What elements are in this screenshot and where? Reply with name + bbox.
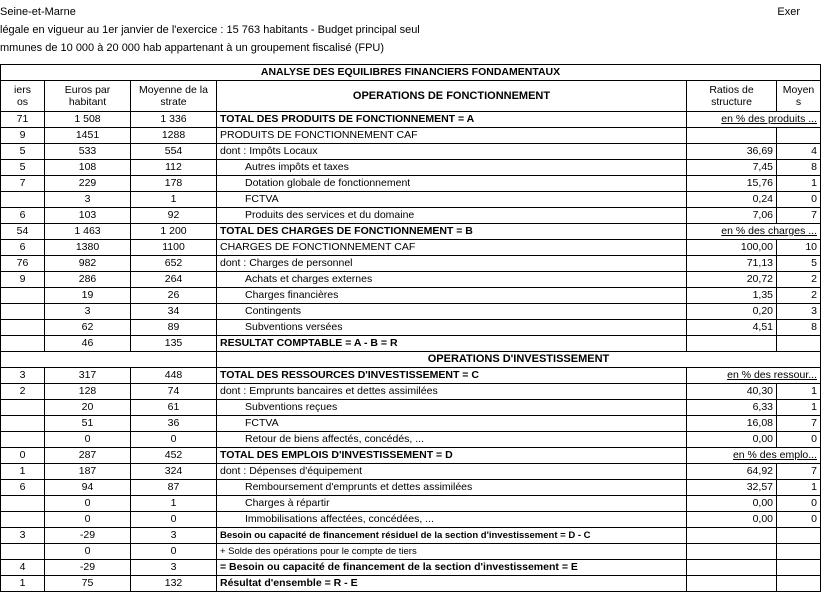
cell-col1 [1, 304, 45, 320]
cell-euros-par-habitant: 0 [45, 512, 131, 528]
cell-euros-par-habitant: 286 [45, 272, 131, 288]
cell-ratio: 15,76 [687, 176, 777, 192]
cell-moyenne: 5 [777, 256, 821, 272]
cell-moyenne: 3 [777, 304, 821, 320]
cell-col1: 1 [1, 464, 45, 480]
cell-ratio [687, 128, 777, 144]
cell-ratio [687, 576, 777, 592]
cell-moyenne-strate: 652 [131, 256, 217, 272]
cell-operation-label: TOTAL DES RESSOURCES D'INVESTISSEMENT = C [217, 368, 687, 384]
cell-operation-label: Dotation globale de fonctionnement [217, 176, 687, 192]
population-line: légale en vigueur au 1er janvier de l'exercice : 15 763 habitants - Budget principal seul [0, 24, 420, 36]
cell-moyenne: 7 [777, 416, 821, 432]
cell-ratio: 0,00 [687, 432, 777, 448]
table-row [1, 288, 821, 304]
cell-col1: 6 [1, 208, 45, 224]
cell-col1 [1, 192, 45, 208]
cell-operation-label: dont : Dépenses d'équipement [217, 464, 687, 480]
cell-operation-label: Charges financières [217, 288, 687, 304]
cell-col1: 5 [1, 160, 45, 176]
table-row [1, 128, 821, 144]
cell-moyenne: 0 [777, 192, 821, 208]
cell-col1: 6 [1, 240, 45, 256]
section-title: OPERATIONS D'INVESTISSEMENT [217, 352, 821, 368]
page-header [0, 0, 800, 62]
cell-moyenne: 0 [777, 496, 821, 512]
column-header-moyenne: Moyen s [777, 81, 821, 112]
cell-moyenne-strate: 74 [131, 384, 217, 400]
cell-euros-par-habitant: 0 [45, 432, 131, 448]
cell-euros-par-habitant: 46 [45, 336, 131, 352]
cell-col1 [1, 320, 45, 336]
cell-operation-label: FCTVA [217, 192, 687, 208]
table-row [1, 448, 821, 464]
cell-operation-label: TOTAL DES PRODUITS DE FONCTIONNEMENT = A [217, 112, 687, 128]
cell-moyenne-strate: 324 [131, 464, 217, 480]
cell-euros-par-habitant: 75 [45, 576, 131, 592]
table-row [1, 432, 821, 448]
cell-ratio-unit: en % des produits ... [687, 112, 821, 128]
table-row [1, 512, 821, 528]
cell-col1: 71 [1, 112, 45, 128]
cell-ratio: 20,72 [687, 272, 777, 288]
cell-euros-par-habitant: 108 [45, 160, 131, 176]
cell-moyenne-strate: 1100 [131, 240, 217, 256]
cell-col1: 0 [1, 448, 45, 464]
table-row [1, 544, 821, 560]
cell-col1: 5 [1, 144, 45, 160]
cell-euros-par-habitant: -29 [45, 560, 131, 576]
cell-moyenne: 8 [777, 320, 821, 336]
cell-euros-par-habitant: 187 [45, 464, 131, 480]
strata-line: mmunes de 10 000 à 20 000 hab appartenant à un groupement fiscalisé (FPU) [0, 42, 385, 54]
cell-euros-par-habitant: 103 [45, 208, 131, 224]
table-row [1, 144, 821, 160]
cell-euros-par-habitant: 128 [45, 384, 131, 400]
table-row [1, 528, 821, 544]
table-row [1, 416, 821, 432]
section-empty [1, 352, 217, 368]
cell-operation-label: CHARGES DE FONCTIONNEMENT CAF [217, 240, 687, 256]
cell-moyenne-strate: 112 [131, 160, 217, 176]
cell-col1 [1, 400, 45, 416]
cell-moyenne-strate: 264 [131, 272, 217, 288]
cell-ratio: 6,33 [687, 400, 777, 416]
cell-col1: 2 [1, 384, 45, 400]
cell-ratio: 40,30 [687, 384, 777, 400]
cell-euros-par-habitant: 1380 [45, 240, 131, 256]
table-row [1, 400, 821, 416]
cell-moyenne: 8 [777, 160, 821, 176]
table-row [1, 256, 821, 272]
cell-moyenne-strate: 1288 [131, 128, 217, 144]
column-header-moyenne-strate: Moyenne de la strate [131, 81, 217, 112]
cell-col1: 1 [1, 576, 45, 592]
cell-euros-par-habitant: 20 [45, 400, 131, 416]
cell-moyenne-strate: 0 [131, 512, 217, 528]
table-row [1, 320, 821, 336]
cell-operation-label: dont : Emprunts bancaires et dettes assimilées [217, 384, 687, 400]
cell-moyenne-strate: 132 [131, 576, 217, 592]
cell-ratio [687, 528, 777, 544]
cell-euros-par-habitant: 1451 [45, 128, 131, 144]
cell-moyenne-strate: 3 [131, 528, 217, 544]
cell-ratio: 100,00 [687, 240, 777, 256]
cell-moyenne-strate: 1 336 [131, 112, 217, 128]
cell-moyenne-strate: 554 [131, 144, 217, 160]
cell-ratio [687, 336, 777, 352]
exercise-label: Exer [777, 6, 800, 18]
cell-col1 [1, 496, 45, 512]
cell-ratio-unit: en % des charges ... [687, 224, 821, 240]
cell-operation-label: Résultat d'ensemble = R - E [217, 576, 687, 592]
cell-moyenne-strate: 0 [131, 432, 217, 448]
cell-euros-par-habitant: 229 [45, 176, 131, 192]
cell-moyenne-strate: 0 [131, 544, 217, 560]
cell-euros-par-habitant: 3 [45, 192, 131, 208]
cell-moyenne-strate: 1 200 [131, 224, 217, 240]
cell-euros-par-habitant: 287 [45, 448, 131, 464]
cell-euros-par-habitant: 3 [45, 304, 131, 320]
cell-moyenne: 1 [777, 176, 821, 192]
cell-euros-par-habitant: 982 [45, 256, 131, 272]
cell-ratio: 0,24 [687, 192, 777, 208]
cell-moyenne-strate: 92 [131, 208, 217, 224]
cell-moyenne: 1 [777, 384, 821, 400]
cell-ratio-unit: en % des ressour... [687, 368, 821, 384]
cell-operation-label: Autres impôts et taxes [217, 160, 687, 176]
cell-moyenne-strate: 1 [131, 192, 217, 208]
column-header-ratios: Ratios de structure [687, 81, 777, 112]
table-row [1, 240, 821, 256]
department-name: Seine-et-Marne [0, 6, 76, 18]
cell-col1: 76 [1, 256, 45, 272]
cell-col1 [1, 288, 45, 304]
cell-euros-par-habitant: 0 [45, 544, 131, 560]
cell-col1: 6 [1, 480, 45, 496]
table-row [1, 384, 821, 400]
cell-ratio [687, 544, 777, 560]
cell-euros-par-habitant: 0 [45, 496, 131, 512]
cell-ratio: 4,51 [687, 320, 777, 336]
cell-operation-label: dont : Impôts Locaux [217, 144, 687, 160]
cell-col1: 3 [1, 368, 45, 384]
cell-ratio: 64,92 [687, 464, 777, 480]
cell-moyenne-strate: 89 [131, 320, 217, 336]
cell-moyenne: 0 [777, 512, 821, 528]
cell-moyenne [777, 336, 821, 352]
cell-moyenne: 4 [777, 144, 821, 160]
cell-ratio: 71,13 [687, 256, 777, 272]
column-header-1: iers os [1, 81, 45, 112]
cell-moyenne: 2 [777, 272, 821, 288]
cell-ratio: 7,45 [687, 160, 777, 176]
cell-euros-par-habitant: 51 [45, 416, 131, 432]
table-row [1, 272, 821, 288]
cell-euros-par-habitant: 94 [45, 480, 131, 496]
cell-moyenne: 7 [777, 464, 821, 480]
cell-operation-label: Achats et charges externes [217, 272, 687, 288]
cell-moyenne: 7 [777, 208, 821, 224]
cell-col1: 54 [1, 224, 45, 240]
cell-moyenne-strate: 87 [131, 480, 217, 496]
cell-ratio: 16,08 [687, 416, 777, 432]
table-row [1, 208, 821, 224]
table-row [1, 304, 821, 320]
cell-ratio: 0,20 [687, 304, 777, 320]
cell-moyenne: 1 [777, 400, 821, 416]
table-row [1, 368, 821, 384]
table-row [1, 192, 821, 208]
cell-col1: 9 [1, 128, 45, 144]
cell-moyenne-strate: 178 [131, 176, 217, 192]
cell-ratio: 32,57 [687, 480, 777, 496]
cell-operation-label: dont : Charges de personnel [217, 256, 687, 272]
cell-moyenne [777, 576, 821, 592]
cell-operation-label: Subventions reçues [217, 400, 687, 416]
cell-euros-par-habitant: 1 508 [45, 112, 131, 128]
cell-operation-label: Contingents [217, 304, 687, 320]
cell-col1 [1, 512, 45, 528]
table-title: ANALYSE DES EQUILIBRES FINANCIERS FONDAMENTAUX [1, 65, 821, 81]
cell-operation-label: Immobilisations affectées, concédées, ... [217, 512, 687, 528]
cell-operation-label: TOTAL DES EMPLOIS D'INVESTISSEMENT = D [217, 448, 687, 464]
cell-moyenne [777, 544, 821, 560]
cell-euros-par-habitant: 317 [45, 368, 131, 384]
cell-euros-par-habitant: 19 [45, 288, 131, 304]
cell-ratio: 0,00 [687, 512, 777, 528]
cell-moyenne-strate: 452 [131, 448, 217, 464]
table-row [1, 560, 821, 576]
table-row [1, 496, 821, 512]
table-row [1, 160, 821, 176]
cell-ratio: 7,06 [687, 208, 777, 224]
column-header-euros-par-habitant: Euros par habitant [45, 81, 131, 112]
cell-moyenne: 2 [777, 288, 821, 304]
cell-euros-par-habitant: 62 [45, 320, 131, 336]
cell-moyenne-strate: 448 [131, 368, 217, 384]
table-row [1, 576, 821, 592]
cell-col1 [1, 432, 45, 448]
cell-ratio: 1,35 [687, 288, 777, 304]
table-row [1, 464, 821, 480]
cell-operation-label: = Besoin ou capacité de financement de la section d'investissement = E [217, 560, 687, 576]
table-row [1, 480, 821, 496]
cell-col1 [1, 416, 45, 432]
cell-operation-label: RESULTAT COMPTABLE = A - B = R [217, 336, 687, 352]
cell-euros-par-habitant: 1 463 [45, 224, 131, 240]
cell-moyenne-strate: 61 [131, 400, 217, 416]
cell-col1: 4 [1, 560, 45, 576]
cell-operation-label: Charges à répartir [217, 496, 687, 512]
cell-ratio-unit: en % des emplo... [687, 448, 821, 464]
cell-moyenne-strate: 36 [131, 416, 217, 432]
table-row [1, 336, 821, 352]
cell-operation-label: FCTVA [217, 416, 687, 432]
cell-moyenne-strate: 1 [131, 496, 217, 512]
section-row [1, 352, 821, 368]
table-row [1, 224, 821, 240]
cell-operation-label: TOTAL DES CHARGES DE FONCTIONNEMENT = B [217, 224, 687, 240]
cell-ratio: 0,00 [687, 496, 777, 512]
cell-ratio: 36,69 [687, 144, 777, 160]
cell-euros-par-habitant: 533 [45, 144, 131, 160]
cell-col1: 3 [1, 528, 45, 544]
cell-moyenne [777, 560, 821, 576]
cell-operation-label: Retour de biens affectés, concédés, ... [217, 432, 687, 448]
financial-analysis-table [0, 64, 821, 592]
cell-operation-label: + Solde des opérations pour le compte de tiers [217, 544, 687, 560]
cell-moyenne: 10 [777, 240, 821, 256]
cell-operation-label: Subventions versées [217, 320, 687, 336]
cell-col1: 7 [1, 176, 45, 192]
cell-col1 [1, 336, 45, 352]
cell-moyenne: 0 [777, 432, 821, 448]
cell-moyenne-strate: 26 [131, 288, 217, 304]
cell-operation-label: Remboursement d'emprunts et dettes assimilées [217, 480, 687, 496]
table-row [1, 112, 821, 128]
column-header-operations: OPERATIONS DE FONCTIONNEMENT [217, 81, 687, 112]
cell-operation-label: Besoin ou capacité de financement résiduel de la section d'investissement = D - C [217, 528, 687, 544]
cell-operation-label: PRODUITS DE FONCTIONNEMENT CAF [217, 128, 687, 144]
table-row [1, 176, 821, 192]
cell-col1 [1, 544, 45, 560]
cell-moyenne-strate: 34 [131, 304, 217, 320]
cell-operation-label: Produits des services et du domaine [217, 208, 687, 224]
cell-moyenne [777, 128, 821, 144]
cell-moyenne-strate: 3 [131, 560, 217, 576]
cell-col1: 9 [1, 272, 45, 288]
cell-moyenne [777, 528, 821, 544]
cell-ratio [687, 560, 777, 576]
cell-moyenne-strate: 135 [131, 336, 217, 352]
cell-moyenne: 1 [777, 480, 821, 496]
cell-euros-par-habitant: -29 [45, 528, 131, 544]
